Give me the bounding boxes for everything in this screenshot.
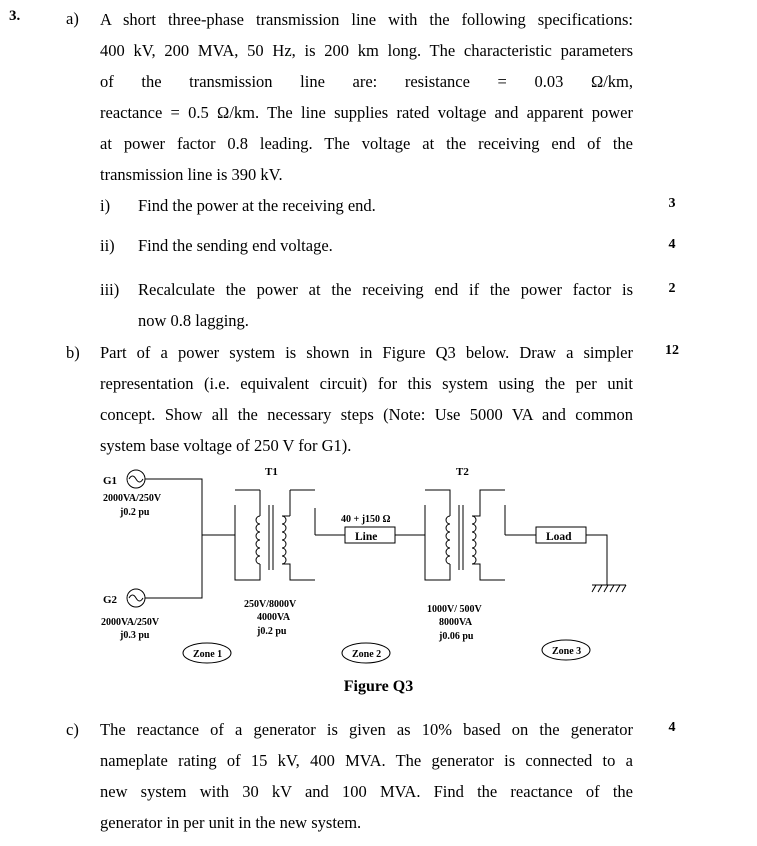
figure-caption: Figure Q3 <box>343 678 414 695</box>
text-line: concept. Show all the necessary steps (Note: Use 5000 VA and common <box>100 405 633 424</box>
text-line: The reactance of a generator is given as 10% based on the generator <box>100 720 633 739</box>
t1-name: T1 <box>265 466 278 478</box>
zone-2-label: Zone 2 <box>352 649 382 660</box>
question-number: 3. <box>9 8 21 24</box>
subpart-iii-marks: 2 <box>668 281 676 296</box>
text-line: representation (i.e. equivalent circuit) for this system using the per unit <box>100 374 633 393</box>
t2-name: T2 <box>456 466 469 478</box>
t2-rating: 1000V/ 500V <box>427 604 482 615</box>
text-line: Find the power at the receiving end. <box>138 196 376 215</box>
part-a-label: a) <box>66 9 79 28</box>
line-label: Line <box>355 531 378 543</box>
subpart-iii-text <box>138 274 633 336</box>
line-impedance: 40 + j150 Ω <box>341 514 391 525</box>
g1-name: G1 <box>103 475 118 487</box>
t1-rating: 250V/8000V <box>244 599 297 610</box>
text-line: generator in per unit in the new system. <box>100 813 362 832</box>
subpart-ii-label: ii) <box>100 236 115 255</box>
part-a-text <box>100 4 633 190</box>
text-line: 400 kV, 200 MVA, 50 Hz, is 200 km long. The characteristic parameters <box>100 41 633 60</box>
subpart-ii-marks: 4 <box>668 237 676 252</box>
g2-rating: 2000VA/250V <box>101 617 160 628</box>
text-line: A short three-phase transmission line with the following specifications: <box>100 10 633 29</box>
part-c-text <box>100 714 633 838</box>
part-c-marks: 4 <box>668 720 676 735</box>
figure-q3-diagram <box>90 460 650 675</box>
part-b-marks: 12 <box>665 343 679 358</box>
text-line: new system with 30 kV and 100 MVA. Find the reactance of the <box>100 782 633 801</box>
subpart-iii-label: iii) <box>100 280 120 299</box>
text-line: nameplate rating of 15 kV, 400 MVA. The generator is connected to a <box>100 751 633 770</box>
text-line: at power factor 0.8 leading. The voltage at the receiving end of the <box>100 134 633 153</box>
text-line: of the transmission line are: resistance = 0.03 Ω/km, <box>100 72 633 91</box>
subpart-i-marks: 3 <box>668 196 676 211</box>
zone-1-label: Zone 1 <box>193 649 223 660</box>
g1-rating: 2000VA/250V <box>103 493 162 504</box>
zone-3-label: Zone 3 <box>552 646 582 657</box>
part-b-text <box>100 337 633 461</box>
g2-reactance: j0.3 pu <box>120 630 150 641</box>
text-line: transmission line is 390 kV. <box>100 165 283 184</box>
text-line: Part of a power system is shown in Figure Q3 below. Draw a simpler <box>100 343 633 362</box>
t1-va: 4000VA <box>257 612 291 623</box>
text-line: Recalculate the power at the receiving end if the power factor is <box>138 280 633 299</box>
text-line: system base voltage of 250 V for G1). <box>100 436 352 455</box>
t2-va: 8000VA <box>439 617 473 628</box>
g1-reactance: j0.2 pu <box>120 507 150 518</box>
part-c-label: c) <box>66 720 79 739</box>
text-line: now 0.8 lagging. <box>138 311 249 330</box>
t1-reactance: j0.2 pu <box>257 626 287 637</box>
text-line: reactance = 0.5 Ω/km. The line supplies rated voltage and apparent power <box>100 103 633 122</box>
part-b-label: b) <box>66 343 80 362</box>
g2-name: G2 <box>103 594 118 606</box>
text-line: Find the sending end voltage. <box>138 236 333 255</box>
t2-reactance: j0.06 pu <box>439 631 474 642</box>
subpart-i-text <box>138 190 633 221</box>
subpart-i-label: i) <box>100 196 111 215</box>
subpart-ii-text <box>138 230 633 261</box>
load-label: Load <box>546 531 572 543</box>
